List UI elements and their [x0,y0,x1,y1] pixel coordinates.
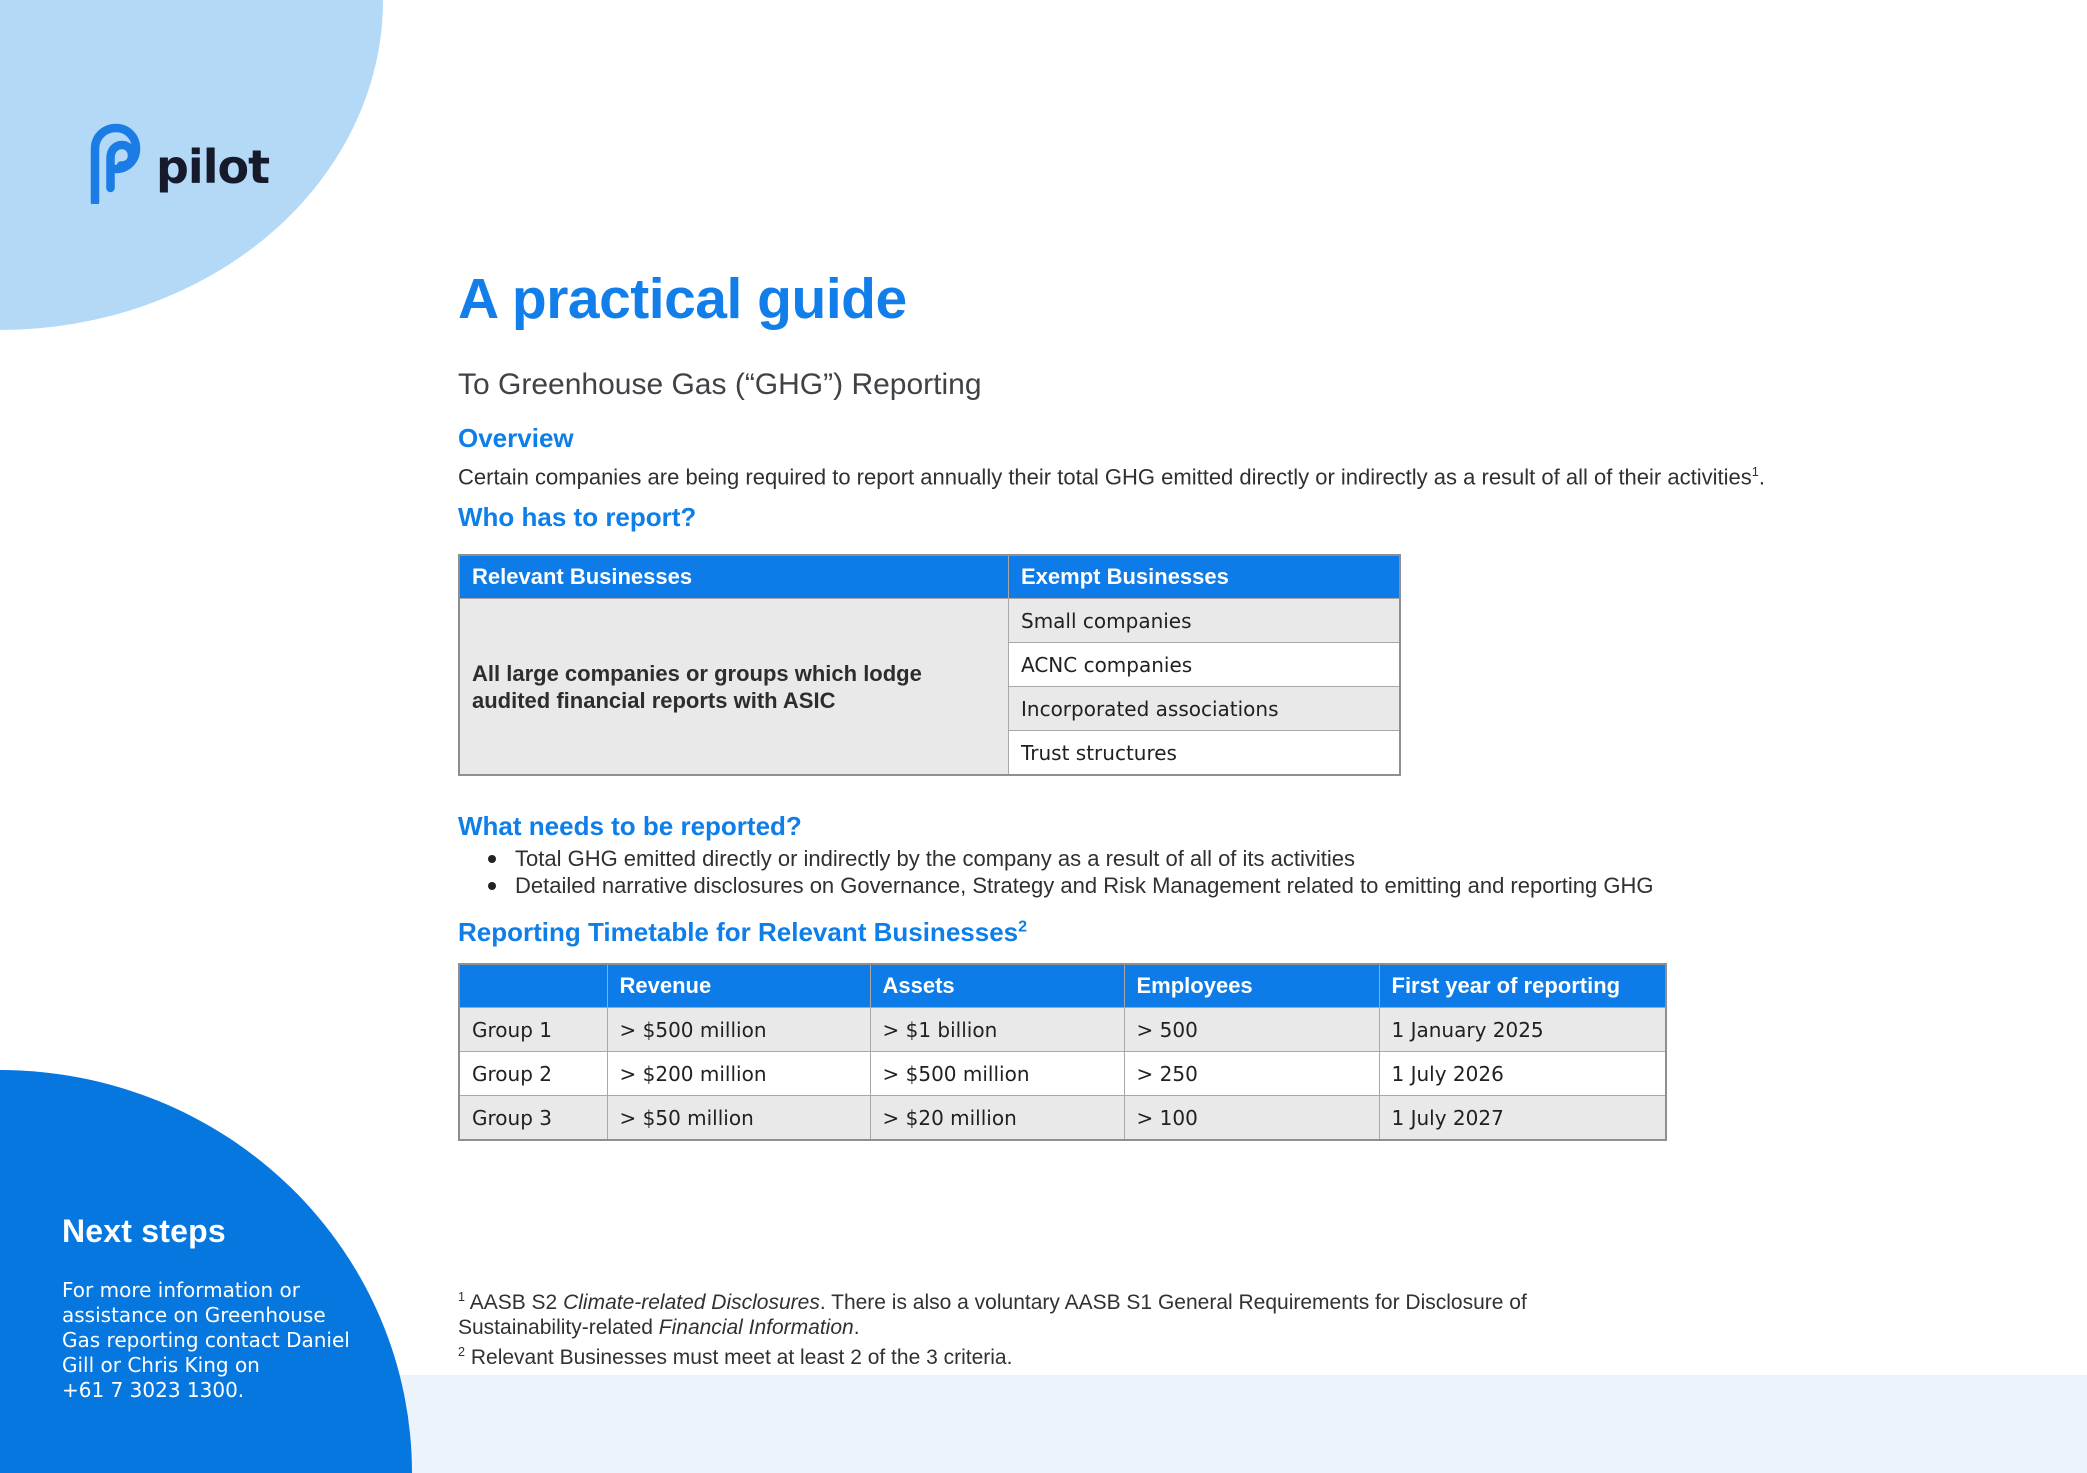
pilot-logo-icon [85,122,141,204]
timetable-table [458,963,1667,1141]
who-table-row [459,599,1400,643]
what-bullet-item: Total GHG emitted directly or indirectly by the company as a result of all of its activities [458,845,1808,872]
assets-cell: > $1 billion [870,1008,1124,1052]
footnote-2-text: Relevant Businesses must meet at least 2 of the 3 criteria. [465,1346,1013,1369]
relevant-businesses-header-cell: Relevant Businesses [459,555,1009,599]
what-heading: What needs to be reported? [458,811,802,841]
first-year-cell: 1 July 2027 [1379,1096,1666,1141]
group-cell: Group 1 [459,1008,607,1052]
who-table-header-row [459,555,1400,599]
timetable-heading [458,918,1027,947]
footnote-1-italic: Climate-related Disclosures [563,1291,820,1314]
first-year-cell: 1 July 2026 [1379,1052,1666,1096]
what-bullet-list [458,845,1808,899]
timetable-header-revenue: Revenue [607,964,870,1008]
timetable-row-group3 [459,1096,1666,1141]
footnote-2 [458,1340,1658,1370]
footnote-1-text: . There is also a voluntary AASB S1 General Requirements for Disclosure of [819,1291,1527,1314]
employees-cell: > 500 [1124,1008,1379,1052]
timetable-header-empty [459,964,607,1008]
footnote-1-text: AASB S2 [465,1291,564,1314]
next-steps-panel [62,1213,382,1403]
relevant-businesses-cell: All large companies or groups which lodge audited financial reports with ASIC [459,599,1009,776]
next-steps-text-line: For more information or [62,1278,301,1302]
exempt-item-acnc-companies: ACNC companies [1009,643,1401,687]
overview-text [458,459,1908,490]
revenue-cell: > $50 million [607,1096,870,1141]
timetable-header-employees: Employees [1124,964,1379,1008]
revenue-cell: > $500 million [607,1008,870,1052]
pilot-logo-text: pilot [156,140,270,194]
employees-cell: > 250 [1124,1052,1379,1096]
group-cell: Group 3 [459,1096,607,1141]
assets-cell: > $20 million [870,1096,1124,1141]
next-steps-text-line: assistance on Greenhouse [62,1303,326,1327]
timetable-header-row [459,964,1666,1008]
overview-heading: Overview [458,423,574,453]
next-steps-text-line: Gas reporting contact Daniel [62,1328,350,1352]
next-steps-text-line: Gill or Chris King on [62,1353,260,1377]
assets-cell: > $500 million [870,1052,1124,1096]
who-table [458,554,1401,776]
exempt-item-trust-structures: Trust structures [1009,731,1401,776]
footnote-1-text: . [853,1316,860,1339]
footnotes [458,1285,1658,1370]
timetable-heading-text: Reporting Timetable for Relevant Businesses [458,917,1019,947]
what-bullet-item: Detailed narrative disclosures on Governance, Strategy and Risk Management related to emitting and reporting GHG [458,872,1808,899]
page-title: A practical guide [458,267,907,331]
exempt-item-incorporated-associations: Incorporated associations [1009,687,1401,731]
footnote-1-italic: Financial Information [658,1316,854,1339]
exempt-item-small-companies: Small companies [1009,599,1401,643]
first-year-cell: 1 January 2025 [1379,1008,1666,1052]
footnote-1-text: Sustainability-related [458,1316,659,1339]
revenue-cell: > $200 million [607,1052,870,1096]
pilot-logo [85,122,269,204]
next-steps-text-line: +61 7 3023 1300. [62,1378,245,1402]
footnote-2-marker: 2 [458,1345,466,1359]
page-subtitle: To Greenhouse Gas (“GHG”) Reporting [458,368,982,401]
timetable-row-group1 [459,1008,1666,1052]
timetable-row-group2 [459,1052,1666,1096]
who-heading: Who has to report? [458,502,697,532]
overview-text-period: . [1758,464,1765,490]
overview-text-body: Certain companies are being required to report annually their total GHG emitted directly or indirectly as a result of all of their activities [458,464,1752,490]
group-cell: Group 2 [459,1052,607,1096]
footnote-ref-1: 1 [1751,464,1759,479]
footnote-1-marker: 1 [458,1290,466,1304]
footnote-ref-2: 2 [1018,917,1028,936]
timetable-header-assets: Assets [870,964,1124,1008]
footnote-1 [458,1285,1658,1340]
exempt-businesses-header-cell: Exempt Businesses [1009,555,1401,599]
next-steps-heading: Next steps [62,1213,226,1249]
employees-cell: > 100 [1124,1096,1379,1141]
timetable-header-first-year: First year of reporting [1379,964,1666,1008]
